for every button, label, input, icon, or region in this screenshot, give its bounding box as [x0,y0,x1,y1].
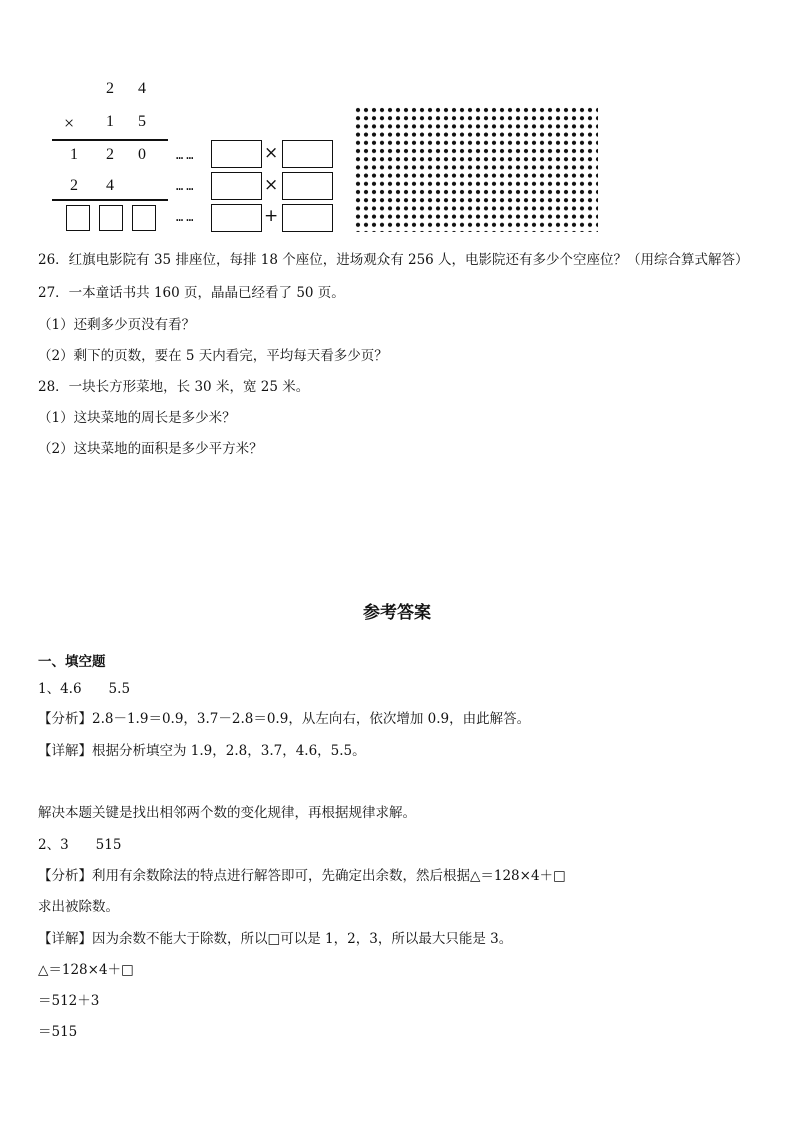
answer-box[interactable] [66,205,90,231]
answer-box[interactable] [282,140,333,168]
question-28-part-2: （2）这块菜地的面积是多少平方米？ [38,441,263,457]
answer-1-analysis: 【分析】2.8－1.9＝0.9，3.7－2.8＝0.9，从左向右，依次增加 0.9，由此解答。 [38,711,531,727]
rule-line [52,199,168,201]
question-27-part-1: （1）还剩多少页没有看？ [38,317,196,333]
answer-box[interactable] [132,205,156,231]
digit: 1 [70,146,78,163]
answers-title: 参考答案 [363,603,431,623]
answer-box[interactable] [282,172,333,200]
multiply-sign: × [264,175,279,195]
multiply-sign: × [264,143,279,163]
answer-2-step-1: △＝128×4＋□ [38,962,134,978]
digit: 5 [138,113,146,130]
digit: 2 [106,146,114,163]
answer-box[interactable] [99,205,123,231]
dotted-leader: …… [176,179,197,193]
digit: 4 [138,80,146,97]
dotted-leader: …… [176,148,197,162]
answer-box[interactable] [282,204,333,232]
section-heading: 一、填空题 [38,654,106,670]
answer-box[interactable] [211,140,262,168]
answer-1-detail: 【详解】根据分析填空为 1.9，2.8，3.7，4.6，5.5。 [38,743,366,759]
question-27-part-2: （2）剩下的页数，要在 5 天内看完，平均每天看多少页？ [38,348,388,364]
answer-2-analysis: 【分析】利用有余数除法的特点进行解答即可，先确定出余数，然后根据△＝128×4＋□ [38,868,566,884]
answer-2-step-2: ＝512＋3 [38,993,100,1009]
dotted-leader: …… [176,210,197,224]
question-27: 27．一本童话书共 160 页，晶晶已经看了 50 页。 [38,285,345,301]
digit: 1 [106,113,114,130]
answer-1: 1、4.6 5.5 [38,681,131,697]
rule-line [52,139,168,141]
plus-sign: + [264,206,279,226]
answer-2: 2、3 515 [38,837,122,853]
answer-2-analysis-cont: 求出被除数。 [38,899,119,915]
digit: 2 [106,80,114,97]
answer-2-detail: 【详解】因为余数不能大于除数，所以□可以是 1，2，3，所以最大只能是 3。 [38,931,513,947]
question-28-part-1: （1）这块菜地的周长是多少米？ [38,410,236,426]
digit: 2 [70,177,78,194]
answer-box[interactable] [211,172,262,200]
dot-array [354,106,598,232]
digit: 0 [138,146,146,163]
question-28: 28．一块长方形菜地，长 30 米，宽 25 米。 [38,379,310,395]
multiply-sign: × [64,113,75,133]
question-26: 26．红旗电影院有 35 排座位，每排 18 个座位，进场观众有 256 人，电影院还有多少个空座位？（用综合算式解答） [38,252,749,268]
answer-box[interactable] [211,204,262,232]
answer-1-note: 解决本题关键是找出相邻两个数的变化规律，再根据规律求解。 [38,805,416,821]
digit: 4 [106,177,114,194]
answer-2-step-3: ＝515 [38,1024,78,1040]
